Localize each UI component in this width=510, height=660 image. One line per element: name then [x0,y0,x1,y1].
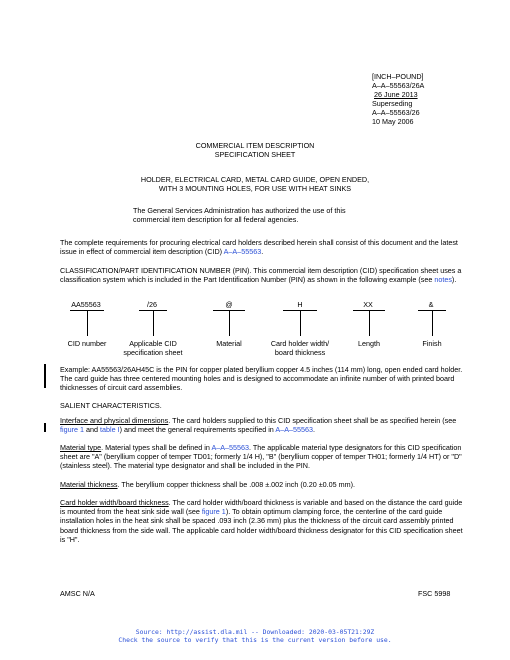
pin-label-spec: Applicable CID specification sheet [123,339,183,357]
authorization-line-1: The General Services Administration has authorized the use of this [133,206,346,215]
change-bar-interface [44,423,46,432]
example-paragraph: Example: AA55563/26AH45C is the PIN for copper plated beryllium copper 4.5 inches (114 mm) long, open ended card holder. The card guide has three centered mounting holes and is designed to accommodate an infinite number of with printed board thicknesses of circuit card assemblies. [60,365,463,393]
figure-1-link-2[interactable]: figure 1 [201,507,226,517]
document-number: A–A–55563/26A [372,81,425,90]
material-title: Material type [60,443,102,452]
pin-code-finish: & [428,300,434,309]
pin-code-spec-sheet: /26 [147,300,157,309]
cardholder-title: Card holder width/board thickness [60,498,169,507]
intro-paragraph: The complete requirements for procuring electrical card holders described herein shall consist of this document and the latest issue in effect of commercial item description (CID) A–A–55563. [60,238,458,257]
cid-link-3[interactable]: A–A–55563 [211,443,250,452]
pin-label-width: Card holder width/ board thickness [270,339,330,357]
document-subtitle [0,175,510,193]
amsc-label: AMSC N/A [60,589,95,598]
superseded-date: 10 May 2006 [372,117,414,126]
thickness-paragraph: Material thickness. The beryllium copper thickness shall be .008 ±.002 inch (0.20 ±0.05 mm). [60,480,356,489]
figure-1-link[interactable]: figure 1 [60,425,84,435]
pin-leader-material [229,310,230,336]
classification-paragraph: CLASSIFICATION/PART IDENTIFICATION NUMBER (PIN). This commercial item description (CID) specification sheet uses a classification system which is included in the Part Identification Number (PIN) as shown in the following example (see notes). [60,266,462,285]
cid-link-2[interactable]: A–A–55563 [275,425,313,435]
pin-leader-cid [87,310,88,336]
document-date: 26 June 2013 [374,90,418,99]
thickness-title: Material thickness [60,480,118,489]
pin-code-length: XX [363,300,373,309]
pin-label-length: Length [358,339,380,348]
cid-link[interactable]: A–A–55563 [223,247,262,257]
pin-code-cid: AA55563 [71,300,101,309]
pin-code-width: H [297,300,303,309]
pin-leader-finish [432,310,433,336]
material-paragraph: Material type. Material types shall be defined in A–A–55563. The applicable material type designators for this CID specification sheet are "A" (beryllium copper of temper TD01; formerly 1/4 H), "B" (beryllium copper of temper TH01; formerly 1/4 HT) or "D" (stainless steel). The material type designator and shall be included in the PIN. [60,443,462,471]
pin-label-finish: Finish [422,339,442,348]
source-footer-line-2: Check the source to verify that this is the current version before use. [118,636,392,644]
authorization-statement [133,206,346,224]
pin-label-material: Material [216,339,242,348]
fsc-label: FSC 5998 [418,589,451,598]
title-line-1: COMMERCIAL ITEM DESCRIPTION [195,141,315,150]
interface-title: Interface and physical dimensions [60,416,169,425]
source-footer-line-1: Source: http://assist.dla.mil -- Downloaded: 2020-03-05T21:29Z [135,628,375,636]
cardholder-paragraph: Card holder width/board thickness. The card holder width/board thickness is variable and based on the distance the card guide is mounted from the heat sink side wall (see figure 1). To obtain optimum clamping force, the centerline of the card guide installation holes in the heat sink shall be spaced .093 inch (2.36 mm) plus the thickness of the circuit card assembly printed board thickness from the side wall. The applicable card holder width/board thickness designator for this CID specification sheet is "H". [60,498,463,544]
superseding-label: Superseding [372,99,413,108]
superseded-number: A–A–55563/26 [372,108,420,117]
subtitle-line-2: WITH 3 MOUNTING HOLES, FOR USE WITH HEAT SINKS [158,184,352,193]
title-line-2: SPECIFICATION SHEET [214,150,296,159]
inch-pound-label: [INCH–POUND] [372,72,424,81]
authorization-line-2: commercial item description for all federal agencies. [133,215,299,224]
pin-code-material: @ [225,300,233,309]
table-i-link[interactable]: table I [99,425,120,435]
source-footer [0,628,510,644]
subtitle-line-1: HOLDER, ELECTRICAL CARD, METAL CARD GUIDE, OPEN ENDED, [140,175,370,184]
pin-label-cid: CID number [67,339,107,348]
header-block [372,72,424,126]
pin-leader-spec [153,310,154,336]
salient-heading: SALIENT CHARACTERISTICS. [60,401,162,410]
document-title [0,141,510,159]
interface-paragraph: Interface and physical dimensions. The card holders supplied to this CID specification sheet shall be as specified herein (see figure 1 and table I) and meet the general requirements specified in A–A–55563. [60,416,457,435]
pin-leader-width [300,310,301,336]
change-bar-example [44,364,46,388]
pin-leader-length [369,310,370,336]
notes-link[interactable]: notes [434,275,452,285]
